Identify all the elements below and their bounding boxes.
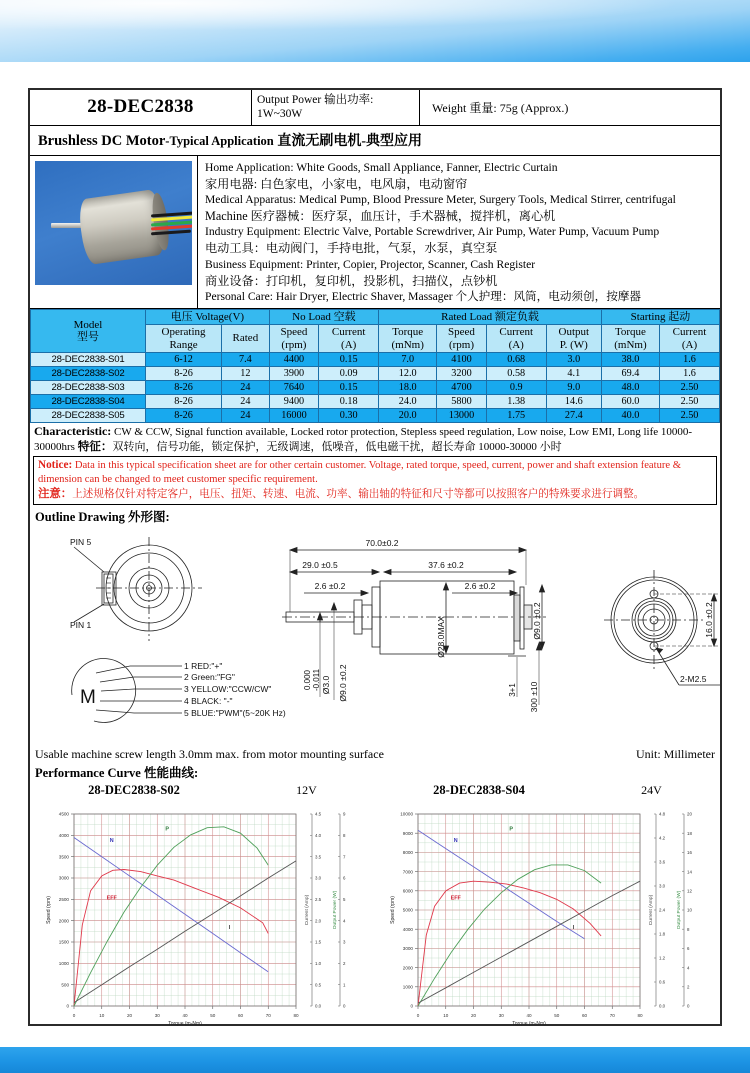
svg-text:EFF: EFF xyxy=(106,895,117,902)
weight-cell: Weight 重量: 75g (Approx.) xyxy=(432,100,569,115)
cell-rl-speed: 13000 xyxy=(437,408,487,422)
cell-rl-speed: 5800 xyxy=(437,394,487,408)
svg-text:0: 0 xyxy=(687,1003,690,1009)
performance-curve-heading: Performance Curve 性能曲线: xyxy=(35,766,199,781)
table-row xyxy=(31,394,720,408)
col-starting-current: Current (A) xyxy=(659,325,719,353)
page-top-decoration xyxy=(0,0,750,62)
motor-wires-graphic xyxy=(151,213,192,239)
cell-model: 28-DEC2838-S05 xyxy=(31,408,146,422)
wire-label-4: 4 BLACK: "-" xyxy=(184,696,233,707)
svg-text:2.0: 2.0 xyxy=(315,918,322,924)
output-power-cell xyxy=(252,90,420,125)
svg-text:10: 10 xyxy=(687,907,692,913)
motor-symbol: M xyxy=(80,687,96,709)
application-line: Personal Care: Hair Dryer, Electric Shaver, Massager 个人护理：风筒，电动须创，按摩器 xyxy=(205,290,641,304)
svg-text:I: I xyxy=(228,925,231,932)
datasheet-frame xyxy=(28,88,722,1026)
svg-text:14: 14 xyxy=(687,869,692,875)
svg-text:2: 2 xyxy=(343,961,346,967)
svg-text:0.0: 0.0 xyxy=(659,1003,666,1009)
right-curve-title-group xyxy=(375,783,720,798)
col-output-power: Output P. (W) xyxy=(546,325,601,353)
svg-text:12: 12 xyxy=(687,888,692,894)
cell-rl-power: 9.0 xyxy=(546,380,601,394)
cell-rated: 24 xyxy=(222,408,270,422)
cell-range: 8-26 xyxy=(146,394,222,408)
model-number: 28-DEC2838 xyxy=(30,90,252,125)
application-list xyxy=(198,156,720,308)
svg-text:I: I xyxy=(572,925,575,932)
wire-label-1: 1 RED:"+" xyxy=(184,661,223,672)
cell-rl-power: 3.0 xyxy=(546,352,601,366)
application-section xyxy=(30,156,720,309)
svg-text:2500: 2500 xyxy=(58,897,69,903)
dim-flange-dia: Ø9.0 ±0.2 xyxy=(338,664,348,702)
performance-charts xyxy=(30,798,720,1050)
svg-text:10: 10 xyxy=(443,1013,449,1019)
outline-drawing-svg xyxy=(34,525,720,747)
svg-text:1500: 1500 xyxy=(58,939,69,945)
svg-text:1: 1 xyxy=(343,982,346,988)
svg-text:60: 60 xyxy=(237,1013,244,1019)
chart-right xyxy=(378,800,718,1050)
svg-text:20: 20 xyxy=(470,1013,477,1019)
col-rated-speed: Speed (rpm) xyxy=(437,325,487,353)
dim-step-right: 2.6 ±0.2 xyxy=(464,581,496,592)
header-row xyxy=(30,90,720,126)
spec-table-head xyxy=(31,309,720,352)
product-title-cn: 直流无刷电机-典型应用 xyxy=(277,133,423,149)
svg-text:4000: 4000 xyxy=(402,926,413,932)
svg-text:0.5: 0.5 xyxy=(315,982,322,988)
svg-text:1.2: 1.2 xyxy=(659,955,666,961)
cell-st-torque: 60.0 xyxy=(601,394,659,408)
svg-text:4.5: 4.5 xyxy=(315,811,322,817)
characteristic-label-cn: 特征： xyxy=(77,440,113,454)
svg-text:4: 4 xyxy=(687,965,690,971)
dim-shaft-tol-bot: -0.011 xyxy=(312,669,321,692)
svg-text:0: 0 xyxy=(410,1003,413,1009)
cell-rated: 24 xyxy=(222,394,270,408)
screw-length-note: Usable machine screw length 3.0mm max. from motor mounting surface xyxy=(35,747,384,762)
cell-rated: 7.4 xyxy=(222,352,270,366)
cell-model: 28-DEC2838-S03 xyxy=(31,380,146,394)
cell-nl-current: 0.09 xyxy=(319,366,379,380)
svg-text:8: 8 xyxy=(343,833,346,839)
spec-table-body xyxy=(31,352,720,422)
svg-text:6: 6 xyxy=(687,946,690,952)
specification-table xyxy=(30,309,720,423)
application-line: 商业设备：打印机，复印机，投影机，扫描仪，点钞机 xyxy=(205,273,498,288)
svg-text:40: 40 xyxy=(526,1013,532,1019)
svg-text:80: 80 xyxy=(293,1013,299,1019)
cell-rl-torque: 24.0 xyxy=(379,394,437,408)
col-rated-current: Current (A) xyxy=(486,325,546,353)
svg-text:N: N xyxy=(109,837,114,844)
svg-text:0: 0 xyxy=(66,1003,69,1009)
cell-rl-current: 0.68 xyxy=(486,352,546,366)
wire-label-3: 3 YELLOW:"CCW/CW" xyxy=(184,684,272,695)
svg-text:0: 0 xyxy=(72,1013,76,1019)
unit-note: Unit: Millimeter xyxy=(636,747,715,762)
cell-rl-torque: 18.0 xyxy=(379,380,437,394)
notice-text: Data in this typical specification sheet are for other certain customer. Voltage, rated torque, speed, current, power and shaft extension feature & dimension can be changed to meet customer specific requirement. xyxy=(38,459,681,485)
cell-rl-current: 1.75 xyxy=(486,408,546,422)
svg-text:500: 500 xyxy=(61,982,69,988)
col-operating-range: Operating Range xyxy=(146,325,222,353)
col-rated-torque: Torque (mNm) xyxy=(379,325,437,353)
svg-text:2000: 2000 xyxy=(402,965,413,971)
svg-text:Torque (m-Nm): Torque (m-Nm) xyxy=(168,1021,202,1028)
cell-model: 28-DEC2838-S04 xyxy=(31,394,146,408)
pin1-label: PIN 1 xyxy=(70,620,92,631)
group-voltage: 电压 Voltage(V) xyxy=(146,309,270,324)
page-bottom-decoration xyxy=(0,1047,750,1073)
table-row xyxy=(31,352,720,366)
table-row xyxy=(31,408,720,422)
svg-text:6000: 6000 xyxy=(402,888,413,894)
product-title xyxy=(30,126,720,156)
cell-st-current: 2.50 xyxy=(659,408,719,422)
svg-text:3000: 3000 xyxy=(402,946,413,952)
svg-text:40: 40 xyxy=(182,1013,188,1019)
chart-left-svg xyxy=(34,800,374,1050)
cell-model: 28-DEC2838-S02 xyxy=(31,366,146,380)
cell-rl-torque: 12.0 xyxy=(379,366,437,380)
svg-text:Speed (rpm): Speed (rpm) xyxy=(390,896,396,924)
col-noload-current: Current (A) xyxy=(319,325,379,353)
dim-step-left: 2.6 ±0.2 xyxy=(314,581,346,592)
svg-text:6: 6 xyxy=(343,875,346,881)
cell-st-current: 1.6 xyxy=(659,366,719,380)
cell-rated: 24 xyxy=(222,380,270,394)
cell-nl-speed: 7640 xyxy=(269,380,319,394)
svg-text:1000: 1000 xyxy=(402,984,413,990)
application-line: Industry Equipment: Electric Valve, Portable Screwdriver, Air Pump, Water Pump, Vacuum Pump xyxy=(205,225,660,239)
svg-text:4000: 4000 xyxy=(58,833,69,839)
cell-rl-current: 0.9 xyxy=(486,380,546,394)
svg-text:4.8: 4.8 xyxy=(659,811,666,817)
cell-st-torque: 38.0 xyxy=(601,352,659,366)
svg-text:10000: 10000 xyxy=(400,811,413,817)
svg-text:3.6: 3.6 xyxy=(659,859,666,865)
notice-label-cn: 注意： xyxy=(38,487,73,500)
svg-text:70: 70 xyxy=(609,1013,615,1019)
svg-text:1.5: 1.5 xyxy=(315,939,322,945)
svg-text:3500: 3500 xyxy=(58,854,69,860)
svg-text:4500: 4500 xyxy=(58,811,69,817)
group-starting: Starting 起动 xyxy=(601,309,719,324)
dim-bolt-spacing: 16.0 ±0.2 xyxy=(704,602,714,638)
svg-text:16: 16 xyxy=(687,850,692,856)
svg-text:1.8: 1.8 xyxy=(659,931,666,937)
group-no-load: No Load 空载 xyxy=(269,309,378,324)
svg-text:3000: 3000 xyxy=(58,875,69,881)
output-power-label: Output Power 输出功率: xyxy=(257,94,374,106)
chart-left xyxy=(34,800,374,1050)
svg-text:7: 7 xyxy=(343,854,346,860)
chart-right-svg xyxy=(378,800,718,1050)
cell-nl-speed: 16000 xyxy=(269,408,319,422)
characteristic-text: CW & CCW, Signal function available, Locked rotor protection, Stepless speed regulation, Low noise, Low EMI, Long life 10000-30000hrs xyxy=(34,425,693,454)
svg-text:8: 8 xyxy=(687,926,690,932)
right-chart-voltage: 24V xyxy=(641,783,662,798)
dim-lead-thickness: 3+1 xyxy=(508,683,517,697)
cell-range: 8-26 xyxy=(146,408,222,422)
svg-text:N: N xyxy=(453,837,458,844)
drawing-notes-row xyxy=(30,747,720,762)
cell-st-current: 2.50 xyxy=(659,394,719,408)
product-title-sub: -Typical Application xyxy=(165,133,274,148)
svg-text:3: 3 xyxy=(343,939,346,945)
svg-text:5000: 5000 xyxy=(402,907,413,913)
notice-block xyxy=(33,456,717,505)
svg-text:4.2: 4.2 xyxy=(659,835,666,841)
dim-lead-length: 300 ±10 xyxy=(529,681,539,713)
svg-text:2: 2 xyxy=(687,984,690,990)
dim-thread: 2-M2.5 xyxy=(680,674,707,685)
dim-shaft-dia: Ø3.0 xyxy=(321,675,331,695)
cell-st-current: 1.6 xyxy=(659,352,719,366)
right-chart-title: 28-DEC2838-S04 xyxy=(433,783,525,798)
dim-overall: 70.0±0.2 xyxy=(365,538,399,549)
svg-text:P: P xyxy=(165,826,170,833)
svg-text:1.0: 1.0 xyxy=(315,961,322,967)
svg-text:P: P xyxy=(509,826,514,833)
cell-rl-current: 0.58 xyxy=(486,366,546,380)
table-row xyxy=(31,380,720,394)
svg-text:10: 10 xyxy=(99,1013,105,1019)
svg-text:2.4: 2.4 xyxy=(659,907,666,913)
svg-text:0.6: 0.6 xyxy=(659,979,666,985)
svg-text:4: 4 xyxy=(343,918,346,924)
cell-nl-speed: 3900 xyxy=(269,366,319,380)
svg-text:0: 0 xyxy=(416,1013,420,1019)
application-line: 家用电器: 白色家电，小家电，电风扇，电动窗帘 xyxy=(205,176,468,191)
left-chart-title: 28-DEC2838-S02 xyxy=(88,783,180,798)
svg-text:Output Power (W): Output Power (W) xyxy=(677,890,682,930)
cell-st-torque: 48.0 xyxy=(601,380,659,394)
cell-rl-speed: 4100 xyxy=(437,352,487,366)
pin5-label: PIN 5 xyxy=(70,537,92,548)
svg-text:0: 0 xyxy=(343,1003,346,1009)
svg-text:7000: 7000 xyxy=(402,869,413,875)
cell-st-torque: 40.0 xyxy=(601,408,659,422)
svg-text:4.0: 4.0 xyxy=(315,833,322,839)
svg-text:5: 5 xyxy=(343,897,346,903)
svg-text:3.5: 3.5 xyxy=(315,854,322,860)
cell-rl-torque: 7.0 xyxy=(379,352,437,366)
svg-text:Current (Amp): Current (Amp) xyxy=(305,894,310,926)
svg-text:9: 9 xyxy=(343,811,346,817)
characteristic-label: Characteristic: xyxy=(34,423,112,438)
left-chart-voltage: 12V xyxy=(296,783,317,798)
product-title-en: Brushless DC Motor xyxy=(38,132,166,149)
group-rated-load: Rated Load 额定负载 xyxy=(379,309,602,324)
left-curve-title-group xyxy=(30,783,375,798)
svg-text:Torque (m-Nm): Torque (m-Nm) xyxy=(512,1021,546,1028)
notice-text-cn: 上述规格仅针对特定客户，电压、扭矩、转速、电流、功率、输出轴的特征和尺寸等都可以按照客户的特殊要求进行调整。 xyxy=(72,488,645,500)
application-line: Business Equipment: Printer, Copier, Projector, Scanner, Cash Register xyxy=(205,257,536,271)
svg-text:9000: 9000 xyxy=(402,830,413,836)
cell-rl-power: 4.1 xyxy=(546,366,601,380)
characteristic-text-cn: 双转向，信号功能，锁定保护，无级调速，低噪音，低电磁干扰，超长寿命 10000-30000 小时 xyxy=(112,441,562,454)
svg-text:Current (Amp): Current (Amp) xyxy=(649,894,654,926)
cell-model: 28-DEC2838-S01 xyxy=(31,352,146,366)
spec-group-header-row xyxy=(31,309,720,324)
product-photo-cell xyxy=(30,156,198,308)
dim-rear-dia: Ø9.0 ±0.2 xyxy=(532,602,542,640)
svg-text:30: 30 xyxy=(498,1013,504,1019)
svg-text:1000: 1000 xyxy=(58,961,69,967)
cell-rl-torque: 20.0 xyxy=(379,408,437,422)
svg-text:18: 18 xyxy=(687,830,692,836)
wire-label-5: 5 BLUE:"PWM"(5~20K Hz) xyxy=(184,708,286,719)
svg-text:Speed (rpm): Speed (rpm) xyxy=(46,896,52,924)
svg-text:30: 30 xyxy=(154,1013,160,1019)
dim-body-dia: Ø28.0MAX xyxy=(436,616,446,658)
svg-text:0.0: 0.0 xyxy=(315,1003,322,1009)
svg-text:70: 70 xyxy=(265,1013,271,1019)
svg-text:8000: 8000 xyxy=(402,850,413,856)
svg-text:3.0: 3.0 xyxy=(659,883,666,889)
cell-st-current: 2.50 xyxy=(659,380,719,394)
col-rated-voltage: Rated xyxy=(222,325,270,353)
svg-text:EFF: EFF xyxy=(450,895,461,902)
motor-photo xyxy=(35,161,192,285)
cell-rl-power: 14.6 xyxy=(546,394,601,408)
notice-label: Notice: xyxy=(38,458,73,471)
svg-text:3.0: 3.0 xyxy=(315,875,322,881)
cell-nl-current: 0.15 xyxy=(319,380,379,394)
col-noload-speed: Speed (rpm) xyxy=(269,325,319,353)
cell-nl-speed: 4400 xyxy=(269,352,319,366)
table-row xyxy=(31,366,720,380)
cell-nl-current: 0.30 xyxy=(319,408,379,422)
cell-nl-current: 0.15 xyxy=(319,352,379,366)
application-line: Medical Apparatus: Medical Pump, Blood Pressure Meter, Surgery Tools, Medical Stirrer, centrifugal xyxy=(205,193,676,207)
cell-rl-current: 1.38 xyxy=(486,394,546,408)
dim-shaft-tol-top: 0.000 xyxy=(303,670,312,691)
cell-st-torque: 69.4 xyxy=(601,366,659,380)
cell-nl-speed: 9400 xyxy=(269,394,319,408)
cell-rated: 12 xyxy=(222,366,270,380)
cell-rl-power: 27.4 xyxy=(546,408,601,422)
application-line: 电动工具：电动阀门，手持电批，气泵，水泵，真空泵 xyxy=(205,241,498,256)
output-power-value: 1W~30W xyxy=(257,108,303,121)
wire-label-2: 2 Green:"FG" xyxy=(184,672,235,683)
svg-text:2.5: 2.5 xyxy=(315,897,322,903)
cell-nl-current: 0.18 xyxy=(319,394,379,408)
cell-range: 8-26 xyxy=(146,380,222,394)
cell-range: 6-12 xyxy=(146,352,222,366)
characteristic-block xyxy=(30,423,720,455)
col-model: Model 型号 xyxy=(31,309,146,352)
svg-text:50: 50 xyxy=(210,1013,216,1019)
col-starting-torque: Torque (mNm) xyxy=(601,325,659,353)
curve-titles-row xyxy=(30,781,720,798)
svg-text:60: 60 xyxy=(581,1013,588,1019)
application-line: Machine 医疗器械：医疗泵，血压计，手术器械，搅拌机，离心机 xyxy=(205,208,556,223)
cell-range: 8-26 xyxy=(146,366,222,380)
svg-text:80: 80 xyxy=(637,1013,643,1019)
dim-front: 29.0 ±0.5 xyxy=(302,560,338,571)
cell-rl-speed: 4700 xyxy=(437,380,487,394)
outline-drawing xyxy=(34,525,716,747)
svg-text:20: 20 xyxy=(687,811,692,817)
application-line: Home Application: White Goods, Small Appliance, Fanner, Electric Curtain xyxy=(205,160,558,174)
dim-body: 37.6 ±0.2 xyxy=(428,560,464,571)
outline-drawing-heading: Outline Drawing 外形图: xyxy=(35,510,170,525)
svg-text:Output Power (W): Output Power (W) xyxy=(333,890,338,930)
svg-text:2000: 2000 xyxy=(58,918,69,924)
svg-text:20: 20 xyxy=(126,1013,133,1019)
cell-rl-speed: 3200 xyxy=(437,366,487,380)
svg-text:50: 50 xyxy=(554,1013,560,1019)
